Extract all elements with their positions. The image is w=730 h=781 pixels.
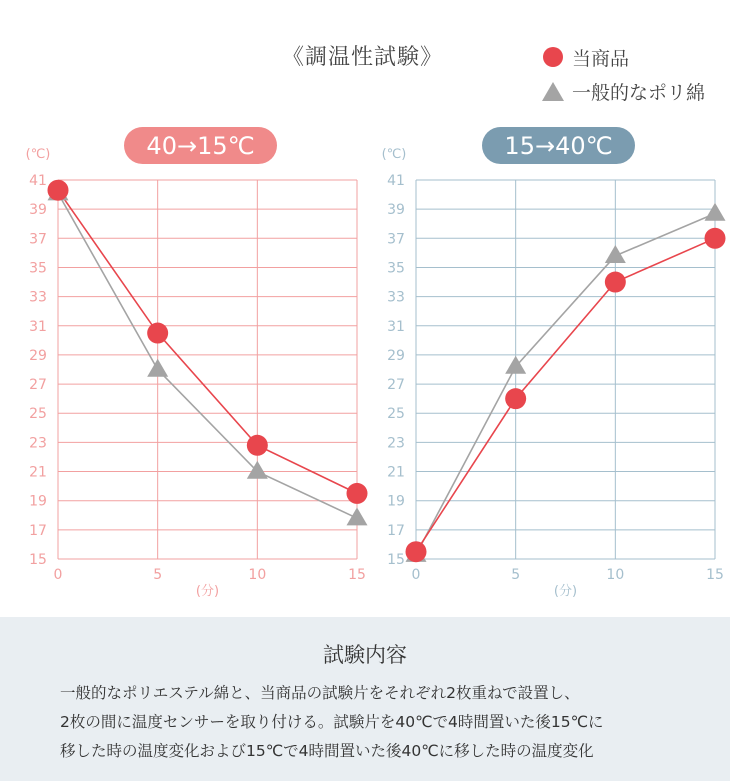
y-tick-label: 17 [387, 522, 405, 539]
y-tick-label: 27 [29, 377, 47, 394]
y-tick-label: 39 [387, 202, 405, 219]
y-tick-label: 39 [29, 202, 47, 219]
legend-label: 一般的なポリ綿 [572, 81, 706, 104]
series-line [416, 238, 715, 551]
chart-badge-label: 40→15℃ [146, 132, 255, 160]
data-point-triangle [705, 203, 726, 221]
data-point-triangle [347, 507, 368, 525]
x-tick-label: 5 [511, 567, 521, 583]
data-point-circle [505, 388, 526, 409]
y-tick-label: 15 [387, 552, 405, 568]
data-point-circle [247, 435, 268, 456]
y-tick-label: 41 [29, 173, 47, 189]
y-tick-label: 33 [387, 289, 405, 306]
chart-badge-label: 15→40℃ [504, 132, 613, 160]
y-tick-label: 21 [387, 464, 405, 481]
y-tick-label: 29 [387, 347, 405, 364]
x-tick-label: 10 [248, 567, 267, 583]
legend-label: 当商品 [572, 47, 630, 70]
series-line [58, 193, 357, 518]
y-tick-label: 23 [29, 435, 47, 452]
y-tick-label: 25 [387, 406, 405, 423]
data-point-circle [347, 483, 368, 504]
data-point-triangle [147, 359, 168, 377]
y-tick-label: 27 [387, 377, 405, 394]
page-title: 《調温性試験》 [282, 45, 444, 70]
y-tick-label: 25 [29, 406, 47, 423]
x-axis-unit: (分) [195, 584, 220, 599]
y-tick-label: 17 [29, 522, 47, 539]
x-axis-unit: (分) [553, 584, 578, 599]
test-description-body: 一般的なポリエステル綿と、当商品の試験片をそれぞれ2枚重ねで設置し、 2枚の間に温度センサーを取り付ける。試験片を40℃で4時間置いた後15℃に 移した時の温度変化および15℃で4時間置いた後40℃に移した時の温度変化 [60, 684, 604, 760]
test-description-panel [0, 617, 730, 781]
x-tick-label: 15 [348, 567, 366, 583]
data-point-circle [406, 541, 427, 562]
y-axis-unit: (℃) [25, 147, 51, 162]
y-tick-label: 29 [29, 347, 47, 364]
y-tick-label: 19 [387, 493, 405, 510]
data-point-circle [705, 228, 726, 249]
y-tick-label: 23 [387, 435, 405, 452]
x-tick-label: 0 [53, 567, 63, 583]
y-tick-label: 31 [29, 318, 47, 335]
y-tick-label: 21 [29, 464, 47, 481]
y-tick-label: 35 [29, 260, 47, 277]
x-tick-label: 5 [153, 567, 163, 583]
x-tick-label: 15 [706, 567, 724, 583]
y-tick-label: 31 [387, 318, 405, 335]
series-line [58, 190, 357, 493]
y-tick-label: 15 [29, 552, 47, 568]
y-tick-label: 37 [29, 231, 47, 248]
y-tick-label: 19 [29, 493, 47, 510]
data-point-circle [605, 272, 626, 293]
y-tick-label: 33 [29, 289, 47, 306]
y-axis-unit: (℃) [381, 147, 407, 162]
y-tick-label: 41 [387, 173, 405, 189]
x-tick-label: 10 [606, 567, 625, 583]
x-tick-label: 0 [411, 567, 421, 583]
data-point-circle [147, 323, 168, 344]
y-tick-label: 35 [387, 260, 405, 277]
data-point-triangle [605, 245, 626, 263]
test-description-title: 試験内容 [323, 643, 407, 667]
data-point-circle [48, 180, 69, 201]
y-tick-label: 37 [387, 231, 405, 248]
